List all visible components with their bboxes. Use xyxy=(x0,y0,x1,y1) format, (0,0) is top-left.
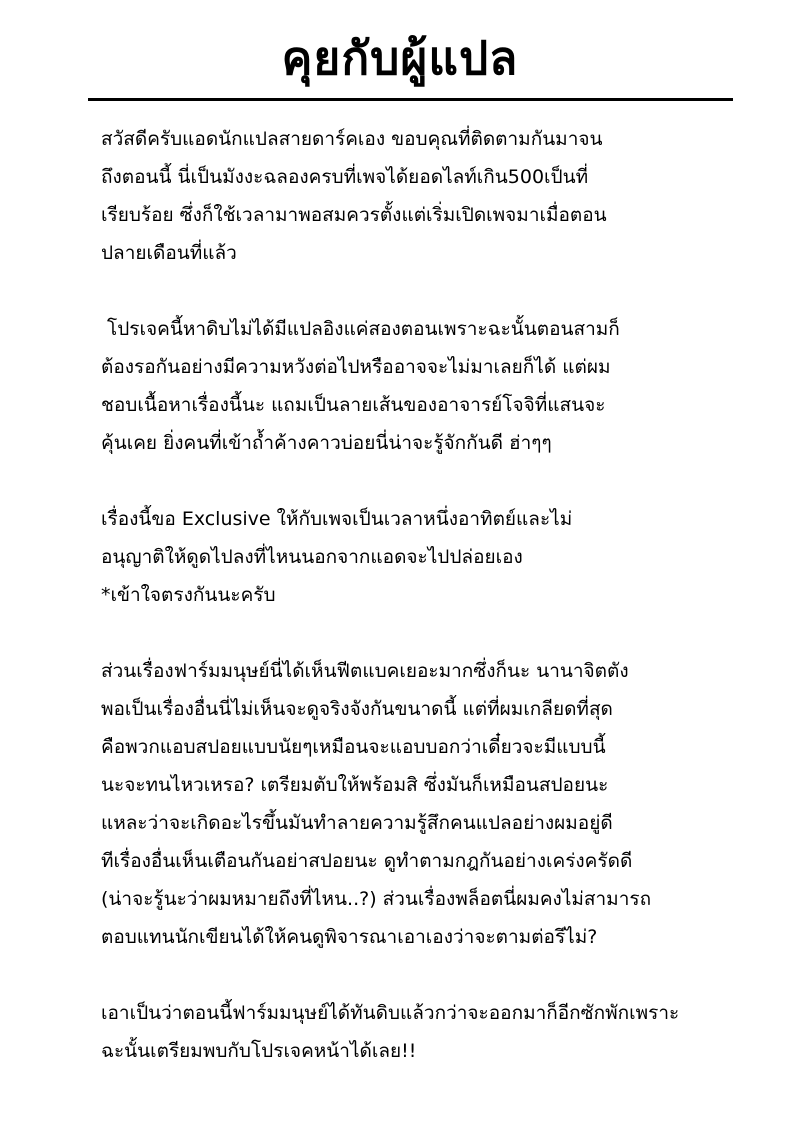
title-underline xyxy=(88,98,733,101)
text-line: ถึงตอนนี้ นี่เป็นมังงะฉลองครบที่เพจได้ยอดไลท์เกิน500เป็นที่ xyxy=(101,166,589,188)
paragraph-4 xyxy=(101,652,761,956)
text-line: ส่วนเรื่องฟาร์มมนุษย์นี่ได้เห็นฟีตแบคเยอะมากซึ่งก็นะ นานาจิตตัง xyxy=(101,660,629,682)
text-line: พอเป็นเรื่องอื่นนี่ไม่เห็นจะดูจริงจังกันขนาดนี้ แต่ที่ผมเกลียดที่สุด xyxy=(101,698,613,720)
text-line: ต้องรอกันอย่างมีความหวังต่อไปหรืออาจจะไม่มาเลยก็ได้ แต่ผม xyxy=(101,356,611,378)
text-line: คุ้นเคย ยิ่งคนที่เข้าถ้ำค้างคาวบ่อยนี่น่าจะรู้จักกันดี ฮ่าๆๆ xyxy=(101,432,552,454)
translator-note-body xyxy=(101,120,761,1070)
text-line: สวัสดีครับแอดนักแปลสายดาร์คเอง ขอบคุณที่ติดตามกันมาจน xyxy=(101,128,603,150)
text-line: (น่าจะรู้นะว่าผมหมายถึงที่ไหน..?) ส่วนเรื่องพล็อตนี่ผมคงไม่สามารถ xyxy=(101,888,652,910)
text-line: ปลายเดือนที่แล้ว xyxy=(101,242,237,264)
paragraph-spacer xyxy=(101,956,761,994)
text-line: แหละว่าจะเกิดอะไรขึ้นมันทำลายความรู้สึกคนแปลอย่างผมอยู่ดี xyxy=(101,812,613,834)
paragraph-1 xyxy=(101,120,761,272)
paragraph-spacer xyxy=(101,462,761,500)
text-line: เอาเป็นว่าตอนนี้ฟาร์มมนุษย์ได้ทันดิบแล้วกว่าจะออกมาก็อีกซักพักเพราะ xyxy=(101,1002,680,1024)
text-line: โปรเจคนี้หาดิบไม่ได้มีแปลอิงแค่สองตอนเพราะฉะนั้นตอนสามก็ xyxy=(101,318,620,340)
paragraph-2 xyxy=(101,310,761,462)
text-line: ตอบแทนนักเขียนได้ให้คนดูพิจารณาเอาเองว่าจะตามต่อรึไม่? xyxy=(101,926,598,948)
text-line: คือพวกแอบสปอยแบบนัยๆเหมือนจะแอบบอกว่าเดี๋ยวจะมีแบบนี้ xyxy=(101,736,606,758)
text-line: ชอบเนื้อหาเรื่องนี้นะ แถมเป็นลายเส้นของอาจารย์โจจิที่แสนจะ xyxy=(101,394,606,416)
text-line: เรียบร้อย ซึ่งก็ใช้เวลามาพอสมควรตั้งแต่เริ่มเปิดเพจมาเมื่อตอน xyxy=(101,204,607,226)
text-line: อนุญาติให้ดูดไปลงที่ไหนนอกจากแอดจะไปปล่อยเอง xyxy=(101,546,523,568)
paragraph-3 xyxy=(101,500,761,614)
text-line: เรื่องนี้ขอ Exclusive ให้กับเพจเป็นเวลาหนึ่งอาทิตย์และไม่ xyxy=(101,508,573,530)
page-title: คุยกับผู้แปล xyxy=(281,31,519,85)
paragraph-spacer xyxy=(101,614,761,652)
paragraph-spacer xyxy=(101,272,761,310)
text-line: *เข้าใจตรงกันนะครับ xyxy=(101,584,276,606)
text-line: ทีเรื่องอื่นเห็นเตือนกันอย่าสปอยนะ ดูทำตามกฎกันอย่างเคร่งครัดดี xyxy=(101,850,633,872)
paragraph-5 xyxy=(101,994,761,1070)
text-line: ฉะนั้นเตรียมพบกับโปรเจคหน้าได้เลย!! xyxy=(101,1040,417,1062)
text-line: นะจะทนไหวเหรอ? เตรียมตับให้พร้อมสิ ซึ่งมันก็เหมือนสปอยนะ xyxy=(101,774,609,796)
